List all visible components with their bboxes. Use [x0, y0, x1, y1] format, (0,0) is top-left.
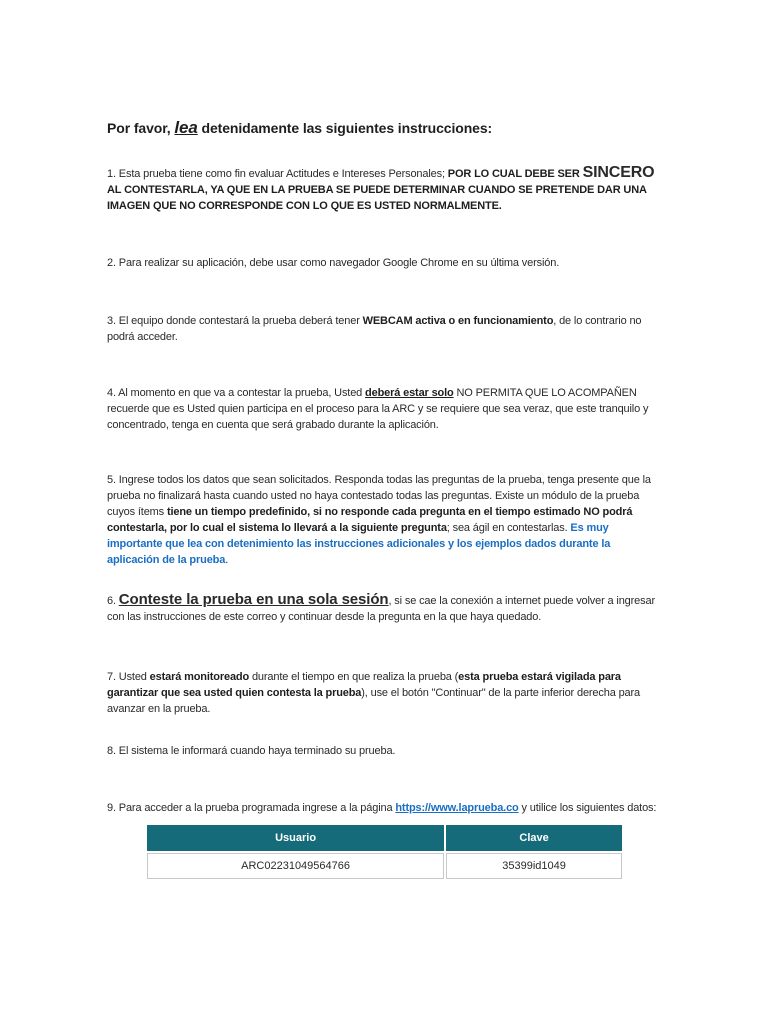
instruction-5-text: 5. Ingrese todos los datos que sean solicitados. Responda todas las preguntas de la prueba, tenga presente que la prueba no finalizará hasta cuando usted no haya contestado todas las preguntas. Existe un módulo de la prueba cuyos ítems — [107, 474, 651, 518]
column-header-clave: Clave — [446, 825, 622, 851]
table-row — [147, 853, 622, 879]
instruction-1-text: 1. Esta prueba tiene como fin evaluar Actitudes e Intereses Personales; — [107, 168, 445, 180]
title-emphasis: lea — [174, 118, 198, 137]
instruction-8 — [107, 743, 662, 759]
instruction-3-text-end: , de lo contrario no podrá acceder. — [107, 315, 642, 343]
instruction-5-text-mid: ; sea ágil en contestarlas. — [446, 522, 568, 534]
instruction-5 — [107, 472, 662, 568]
instruction-5-bold: tiene un tiempo predefinido, si no responde cada pregunta en el tiempo estimado NO podrá contestarla, por lo cual el sistema lo llevará a la siguiente pregunta — [107, 506, 633, 534]
credentials-header-row — [147, 825, 622, 851]
instruction-9-text: 9. Para acceder a la prueba programada ingrese a la página — [107, 802, 393, 814]
title-suffix: detenidamente las siguientes instrucciones: — [201, 120, 493, 136]
laprueba-link[interactable]: https://www.laprueba.co — [395, 802, 519, 814]
instruction-9 — [107, 800, 662, 816]
instruction-3-text: 3. El equipo donde contestará la prueba deberá tener — [107, 315, 360, 327]
instruction-5-highlight: Es muy importante que lea con detenimiento las instrucciones adicionales y los ejemplos dados durante la aplicación de la prueba — [107, 522, 611, 566]
instruction-5-period: . — [225, 554, 229, 566]
clave-value: 35399id1049 — [446, 853, 622, 879]
instruction-3 — [107, 313, 662, 345]
instruction-1-sincero: SINCERO — [582, 164, 655, 181]
instruction-4-text-end: NO PERMITA QUE LO ACOMPAÑEN recuerde que es Usted quien participa en el proceso para la ARC y se requiere que sea veraz, que este tranquilo y concentrado, tenga en cuenta que será grabado durante la aplicación. — [107, 387, 649, 431]
instruction-9-text-end: y utilice los siguientes datos: — [521, 802, 657, 814]
credentials-table — [145, 823, 624, 881]
instruction-4-solo: deberá estar solo — [365, 387, 454, 399]
instruction-7-text-end: ), use el botón "Continuar" de la parte inferior derecha para avanzar en la prueba. — [107, 687, 641, 715]
instruction-2-text: 2. Para realizar su aplicación, debe usar como navegador Google Chrome en su última versión. — [107, 257, 560, 269]
instruction-2 — [107, 255, 662, 271]
instruction-6-text: , si se cae la conexión a internet puede volver a ingresar con las instrucciones de este correo y continuar desde la pregunta en la que haya quedado. — [107, 595, 655, 623]
instruction-7-monitoreado: estará monitoreado — [149, 671, 250, 683]
instruction-6-number: 6. — [107, 595, 116, 607]
instruction-8-text: 8. El sistema le informará cuando haya terminado su prueba. — [107, 745, 396, 757]
instruction-4 — [107, 385, 662, 433]
instruction-1-caps-continued: AL CONTESTARLA, YA QUE EN LA PRUEBA SE PUEDE DETERMINAR CUANDO SE PRETENDE DAR UNA IMAGEN QUE NO CORRESPONDE CON LO QUE ES USTED NORMALMENTE. — [107, 184, 647, 212]
instruction-1 — [107, 165, 662, 214]
usuario-value: ARC02231049564766 — [147, 853, 444, 879]
title-prefix: Por favor, — [107, 120, 171, 136]
column-header-usuario: Usuario — [147, 825, 444, 851]
instruction-6-heading: Conteste la prueba en una sola sesión — [118, 591, 389, 608]
instruction-4-text: 4. Al momento en que va a contestar la prueba, Usted — [107, 387, 363, 399]
instruction-7-text: 7. Usted — [107, 671, 147, 683]
instruction-3-webcam: WEBCAM activa o en funcionamiento — [362, 315, 554, 327]
instruction-6 — [107, 592, 662, 625]
instruction-7-vigilada: esta prueba estará vigilada para garantizar que sea usted quien contesta la prueba — [107, 671, 621, 699]
instruction-7 — [107, 669, 662, 717]
page-title — [107, 118, 492, 138]
instruction-7-text-mid: durante el tiempo en que realiza la prueba ( — [251, 671, 459, 683]
instruction-1-caps: POR LO CUAL DEBE SER — [447, 168, 580, 180]
